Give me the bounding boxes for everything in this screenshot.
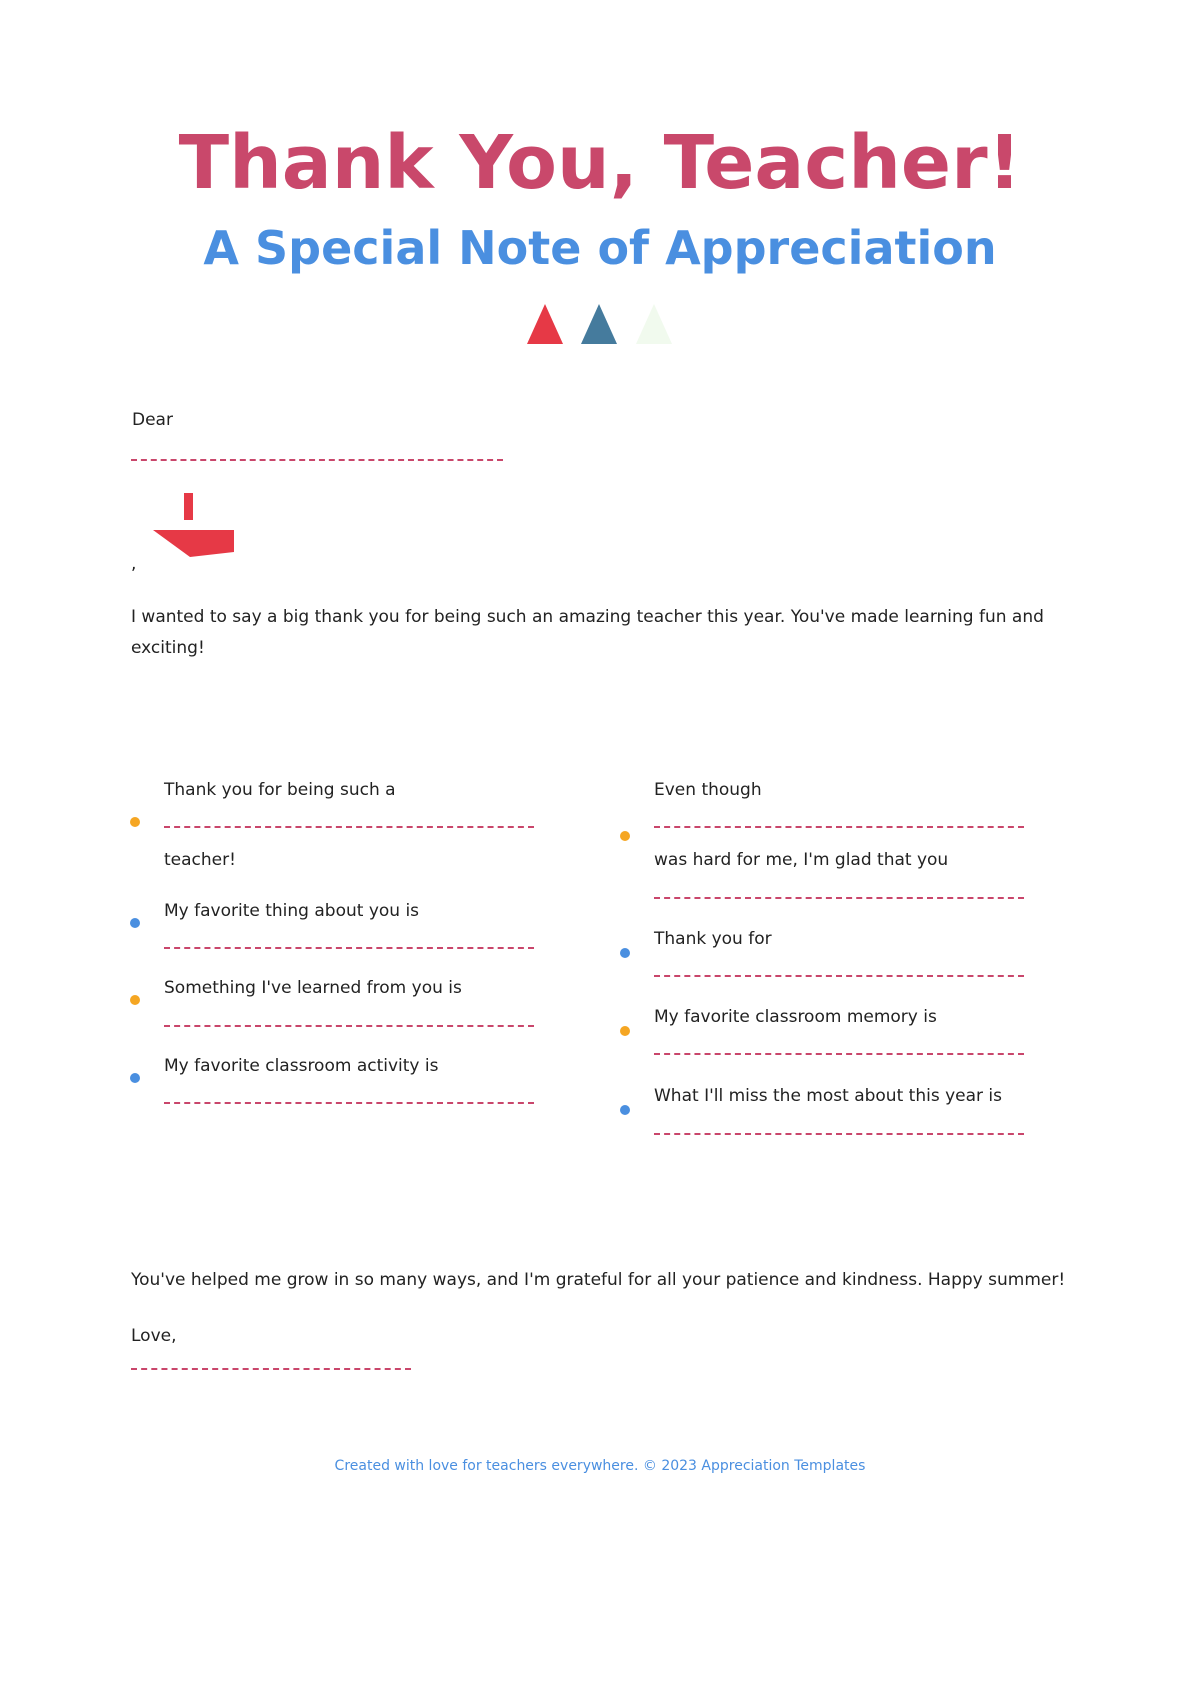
blank-line-field[interactable]	[164, 1102, 534, 1104]
prompt-text: Thank you for	[654, 929, 772, 949]
intro-line-1: I wanted to say a big thank you for being such an amazing teacher this year. You've made learning fun and	[131, 607, 1044, 627]
blank-line-field[interactable]	[654, 1053, 1024, 1055]
footer-text: Created with love for teachers everywhere. © 2023 Appreciation Templates	[334, 1458, 866, 1474]
closing-message: You've helped me grow in so many ways, and I'm grateful for all your patience and kindness. Happy summer!	[131, 1270, 1066, 1290]
teacher-name-field[interactable]	[131, 459, 503, 461]
bullet-dot	[130, 817, 140, 827]
bullet-dot	[130, 995, 140, 1005]
page-title: Thank You, Teacher!	[178, 120, 1022, 206]
bullet-dot	[620, 1105, 630, 1115]
mint-triangle-icon	[636, 304, 672, 344]
signoff-label: Love,	[131, 1326, 177, 1346]
boat-icon	[150, 490, 240, 562]
blank-line-field[interactable]	[164, 1025, 534, 1027]
prompt-text: Something I've learned from you is	[164, 978, 462, 998]
bullet-dot	[620, 1026, 630, 1036]
prompt-text: What I'll miss the most about this year is	[654, 1086, 1002, 1106]
greeting-comma: ,	[131, 554, 137, 574]
blank-line-field[interactable]	[164, 947, 534, 949]
intro-line-2: exciting!	[131, 638, 205, 658]
blank-line-field[interactable]	[164, 826, 534, 828]
blank-line-field[interactable]	[654, 826, 1024, 828]
bullet-dot	[620, 831, 630, 841]
blank-line-field[interactable]	[654, 975, 1024, 977]
bullet-dot	[620, 948, 630, 958]
signature-field[interactable]	[131, 1368, 411, 1370]
prompt-text: My favorite thing about you is	[164, 901, 420, 921]
bullet-dot	[130, 918, 140, 928]
red-triangle-icon	[527, 304, 563, 344]
blank-line-field[interactable]	[654, 897, 1024, 899]
prompt-text: Thank you for being such a	[164, 780, 396, 800]
dear-label: Dear	[132, 410, 173, 430]
page-subtitle: A Special Note of Appreciation	[203, 221, 997, 275]
prompt-text: My favorite classroom memory is	[654, 1007, 937, 1027]
prompt-text: My favorite classroom activity is	[164, 1056, 439, 1076]
bullet-dot	[130, 1073, 140, 1083]
blank-line-field[interactable]	[654, 1133, 1024, 1135]
prompt-text-after: was hard for me, I'm glad that you	[654, 850, 949, 870]
blue-triangle-icon	[581, 304, 617, 344]
prompt-text-after: teacher!	[164, 850, 236, 870]
prompt-text: Even though	[654, 780, 762, 800]
